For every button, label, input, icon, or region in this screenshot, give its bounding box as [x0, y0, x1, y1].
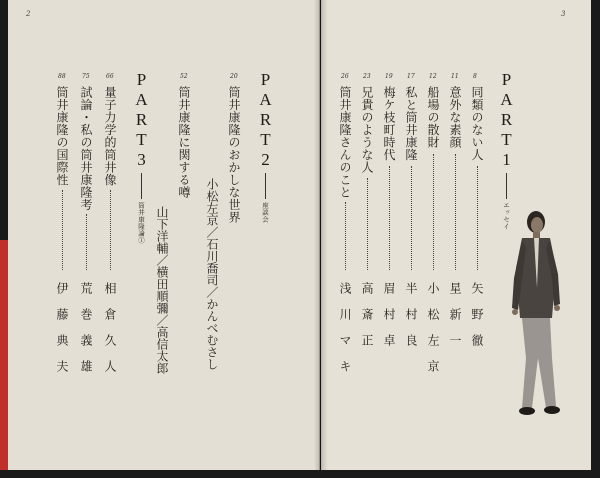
leader-dots [477, 166, 478, 270]
entry-title: 筒井康隆のおかしな世界 [227, 86, 241, 224]
page-number-right: 3 [561, 10, 566, 18]
part3-dash [141, 173, 142, 199]
entry-title: 筒井康隆の国際性 [55, 86, 69, 186]
leader-dots [110, 190, 111, 270]
entry-page-number: 52 [180, 73, 188, 80]
part1-subtitle: エッセイ [502, 202, 510, 230]
entry-author: 伊藤典夫 [55, 282, 69, 386]
entry-page-number: 8 [473, 73, 477, 80]
entry-page-number: 12 [429, 73, 437, 80]
entry-author: 半村良 [404, 282, 418, 360]
entry-page-number: 75 [82, 73, 90, 80]
part3-heading [132, 70, 151, 244]
entry-title: 筒井康隆さんのこと [338, 86, 352, 199]
entry-title: 試論・私の筒井康隆考 [79, 86, 93, 211]
leader-dots [62, 190, 63, 270]
entry-author: 相倉久人 [103, 282, 117, 386]
leader-dots [367, 178, 368, 270]
entry-author: 高斎正 [360, 282, 374, 360]
entry-title: 船場の散財 [426, 86, 440, 149]
walking-man-photo [506, 208, 566, 418]
part1-label: PART [497, 70, 516, 150]
entry-title: 私と筒井康隆 [404, 86, 418, 161]
entry-page-number: 23 [363, 73, 371, 80]
part2-subtitle: 座談会 [261, 202, 269, 223]
leader-dots [345, 202, 346, 270]
page-number-left: 2 [26, 10, 31, 18]
part1-heading [497, 70, 516, 230]
part3-label: PART [132, 70, 151, 150]
part1-dash [506, 173, 507, 199]
entry-title: 量子力学的筒井像 [103, 86, 117, 186]
entry-author: 小松左京 [426, 282, 440, 386]
entry-title: 梅ケ枝町時代 [382, 86, 396, 161]
leader-dots [86, 214, 87, 270]
left-page [8, 0, 320, 470]
entry-authors: 山下洋輔／横田順彌／高信太郎 [155, 206, 169, 374]
entry-page-number: 11 [451, 73, 459, 80]
part2-number: 2 [256, 150, 275, 170]
entry-authors: 小松左京／石川喬司／かんべむさし [205, 178, 219, 370]
entry-page-number: 26 [341, 73, 349, 80]
leader-dots [433, 154, 434, 270]
entry-author: 矢野徹 [470, 282, 484, 360]
entry-title: 意外な素顔 [448, 86, 462, 149]
entry-author: 眉村卓 [382, 282, 396, 360]
entry-author: 荒巻義雄 [79, 282, 93, 386]
entry-title: 同類のない人 [470, 86, 484, 161]
entry-page-number: 88 [58, 73, 66, 80]
entry-page-number: 17 [407, 73, 415, 80]
part2-dash [265, 173, 266, 199]
entry-title: 兄貴のような人 [360, 86, 374, 174]
entry-author: 浅川マキ [338, 282, 352, 386]
entry-page-number: 66 [106, 73, 114, 80]
part2-label: PART [256, 70, 275, 150]
part3-subtitle: 筒井康隆論① [137, 202, 145, 244]
leader-dots [389, 166, 390, 270]
bottom-edge [0, 470, 600, 478]
entry-author: 星新一 [448, 282, 462, 360]
leader-dots [455, 154, 456, 270]
part2-heading [256, 70, 275, 223]
entry-page-number: 20 [230, 73, 238, 80]
part1-number: 1 [497, 150, 516, 170]
book-gutter [314, 0, 328, 470]
red-page-edge [0, 240, 8, 478]
entry-page-number: 19 [385, 73, 393, 80]
part3-number: 3 [132, 150, 151, 170]
leader-dots [411, 166, 412, 270]
entry-title: 筒井康隆に関する噂 [177, 86, 191, 199]
